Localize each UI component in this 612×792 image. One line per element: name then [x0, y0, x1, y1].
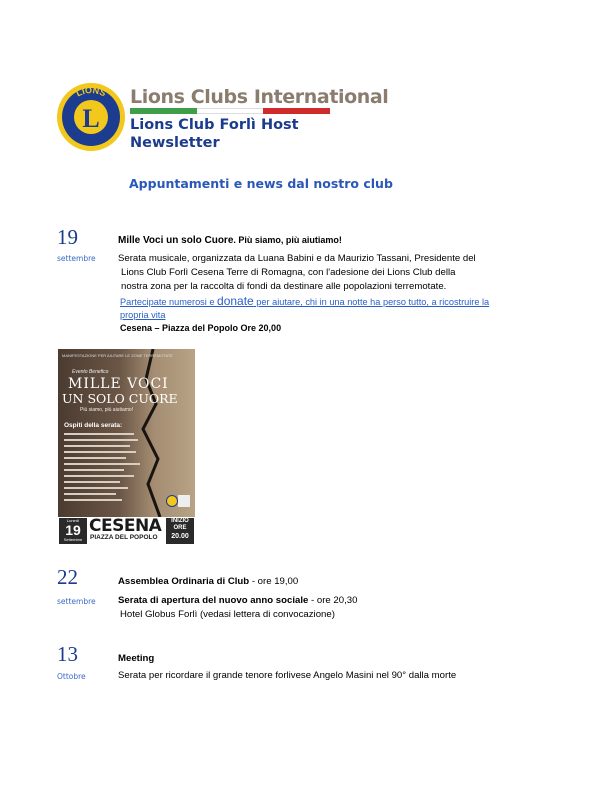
- donate-link-continued[interactable]: propria vita: [120, 310, 166, 320]
- poster-lions-icon: [166, 495, 178, 507]
- brand-title: Lions Clubs International: [130, 86, 389, 108]
- italian-flag-stripe: [130, 108, 330, 114]
- svg-text:LIONS: LIONS: [74, 84, 108, 99]
- event-title: Mille Voci un solo Cuore. Più siamo, più aiutiamo!: [118, 235, 342, 246]
- event-day: 19: [57, 225, 78, 249]
- event-line-3: Hotel Globus Forlì (vedasi lettera di convocazione): [120, 609, 335, 620]
- poster-top-text: MANIFESTAZIONE PER AIUTARE LE ZONE TERREMOTATE: [62, 353, 173, 358]
- event-line-2: Serata di apertura del nuovo anno sociale - ore 20,30: [118, 595, 358, 606]
- event-day: 22: [57, 565, 78, 589]
- club-name: Lions Club Forlì Host Newsletter: [130, 117, 299, 151]
- lions-logo-icon: [56, 82, 126, 152]
- poster-sponsor-icon: [178, 495, 190, 507]
- poster-square: PIAZZA DEL POPOLO: [90, 534, 158, 541]
- event-title: Meeting: [118, 653, 155, 664]
- event-month: settembre: [57, 597, 96, 606]
- event-desc-1: Serata musicale, organizzata da Luana Babini e da Maurizio Tassani, Presidente del: [118, 253, 476, 264]
- event-desc-2: Lions Club Forlì Cesena Terre di Romagna, con l'adesione dei Lions Club della: [121, 267, 456, 278]
- poster-title-1: MILLE VOCI: [68, 376, 169, 392]
- event-month: Ottobre: [57, 672, 86, 681]
- poster-city: CESENA: [89, 516, 162, 536]
- event-desc-3: nostra zona per la raccolta di fondi da destinare alle popolazioni terremotate.: [121, 281, 447, 292]
- event-desc: Serata per ricordare il grande tenore forlivese Angelo Masini nel 90° dalla morte: [118, 670, 457, 681]
- newsletter-subtitle: Appuntamenti e news dal nostro club: [129, 176, 393, 191]
- poster-title-2: UN SOLO CUORE: [62, 391, 178, 406]
- donate-link[interactable]: Partecipate numerosi e donate per aiutare, chi in una notte ha perso tutto, a ricostruire la: [120, 294, 490, 308]
- event-poster: [58, 349, 195, 545]
- event-line-1: Assemblea Ordinaria di Club - ore 19,00: [118, 576, 299, 587]
- poster-kicker: Evento Benefico: [72, 369, 109, 375]
- poster-tagline: Più siamo, più aiutiamo!: [80, 407, 134, 413]
- poster-time-box: INIZIO ORE 20.00: [166, 518, 194, 544]
- svg-text:L: L: [82, 104, 100, 133]
- event-day: 13: [57, 642, 78, 666]
- event-place: Cesena – Piazza del Popolo Ore 20,00: [120, 323, 282, 333]
- poster-date-box: Lunedì 19 Settembre: [59, 518, 87, 544]
- poster-guests-label: Ospiti della serata:: [64, 422, 123, 429]
- event-month: settembre: [57, 254, 96, 263]
- poster-guest-list: [64, 433, 142, 505]
